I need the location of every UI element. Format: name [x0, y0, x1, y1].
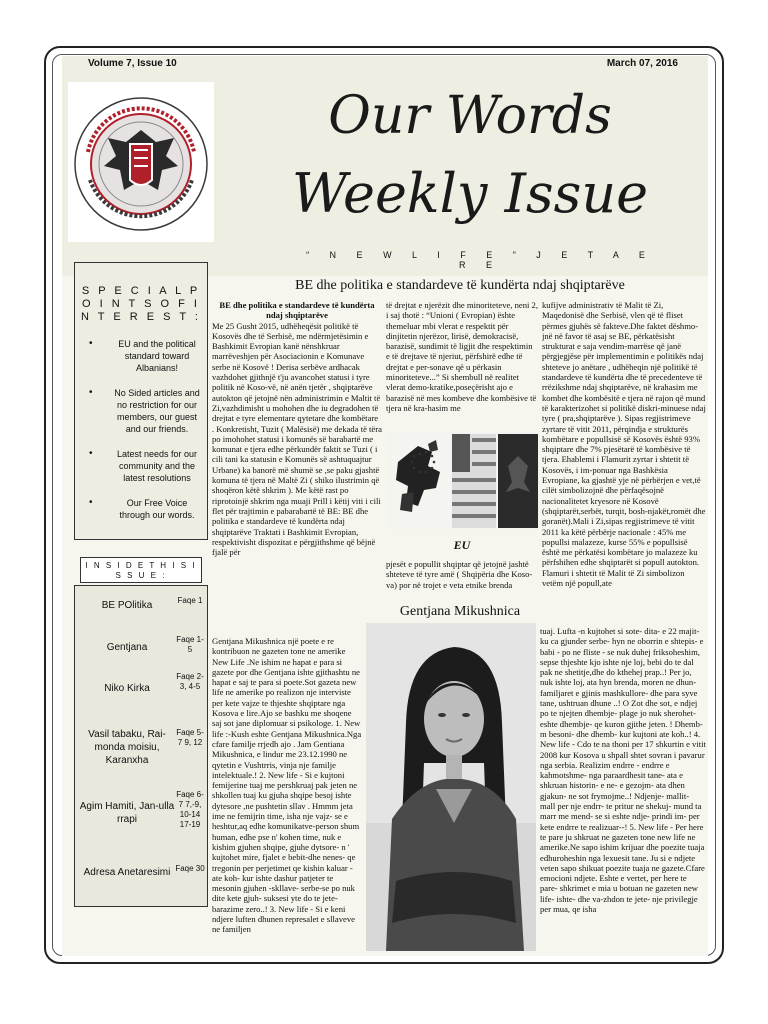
masthead-title-line1: Our Words — [328, 86, 612, 146]
special-point-item: • No Sided articles and no restriction for our members, our guest and our friends. — [89, 387, 203, 435]
inside-row-page: Faqe 2-3, 4-5 — [176, 672, 204, 691]
inside-row-page: Faqe 1-5 — [176, 635, 204, 654]
masthead-title-line2: Weekly Issue — [291, 162, 649, 225]
special-point-item: • Our Free Voice through our words. — [89, 497, 203, 521]
eu-image-caption: EU — [453, 538, 471, 552]
special-points-title: S P E C I A L P O I N T S O F I N T E R E S T : — [81, 285, 201, 323]
inside-row-name: Agim Hamiti, Jan-ulla rrapi — [79, 801, 175, 825]
inside-row-name: Vasil tabaku, Rai-monda moisiu, Karanxha — [88, 729, 166, 766]
article1-column1 — [212, 300, 382, 596]
eu-flags-image — [388, 432, 540, 530]
inside-row-page: Faqe 30 — [175, 864, 205, 873]
article1-column2-text: të drejtat e njerëzit dhe minoriteteve, neni 2, i saj thotë : “Unioni ( Evropian) ështe themeluar mbi vlerat e respektit për dinjitetin njerëzor, lirisë, demokracisë, barazisë, sundimit të ligjit dhe respektimin e të drejtave të njeriut, përfshirë edhe të drejtat e per-sonave që u përkasin minoriteteve...” Si shembull në realitet vlerat demo-kratike,poseçërisht ajo e barazisë në mes kombeve dhe kombësive të tjera në kra-hasim me — [386, 300, 538, 413]
article1-column1-text: Me 25 Gusht 2015, udhëheqësit politikë të Kosovës dhe të Serbisë, me ndërmjetësimin e Bashkimit Evropian kanë nënshkruar marrëveshjen për Asociacionin e Komunave serbe në Kosovë ! Derisa serbëve ardhacak vazhdohet gjithnjë t'ju avancohet statusi i tyre politik në Koso-vë, në anën tjetër , shqiptarëve autokton që jetojnë nën administrimin e Maltit të Zi,vazhdimisht u mohohen dhe iu degradohen të drejtat e tyre elementare qytetare dhe kombëtare . Konkretisht, Tuzit ( Malësisë) me dekada të tëra po imohohet statusi i komunës së barabartë me komunat e tjera edhe përkundër faktit se Tuzi ( i cili tani ka statusin e Komunës së ashtuquajtur Urbane) ka banorë më shumë se ,se paku gjashtë komuna të tjera në Maltë Zi ( shiko ilustrimin që shoqëron këtë shkrim ). Me këtë rast po riprotoinjë shkrim nga muaji Prill i këtij viti i cili flet për trajtimin e pabarabartë të BE: BE dhe politika e standardeve të kundërta ndaj shqiptarëve Traktati i Bashkimit Evropian, respektivisht dispozitat e përgjithshme që bëjnë fjalë për — [212, 320, 382, 558]
inside-row-name: Gentjana — [106, 642, 148, 653]
volume-issue: Volume 7, Issue 10 — [88, 58, 177, 69]
special-point-item: • Latest needs for our community and the latest resolutions — [89, 448, 203, 484]
inside-row-page: Faqe 6-7 7,-9, 10-14 17-19 — [176, 790, 204, 829]
inside-issue-title: I N S I D E T H I S I S S U E : — [80, 557, 202, 583]
article2-column2-text: tuaj. Lufta -n kujtohet si sote- dita- e 22 majit- ku ca gjunder serbe- hyn ne oborrin e shtepis- e babi - po ne fliste - se nuk duhej friksoheshim, sepse thjeshte kjo ishte nje loj, bebi do te dal pak ne shetitje,dhe do kthehej prap..! Per jo, nuk ishte loj, ata hyn brenda, moren ne dhun-familjaret e gjinis mashkullore- dhe para syve tane, ushtruan dhune ..! O Zot dhe sot, e ndjej po te njejten dhembje- plage jo nuk sherohet-eshte dhembje- qe kuron gjithe jeten. ! Dhemb-m besoni- dhe dhemb- kur kujtoni ate koh..! 4. New life - Cdo te na thoni per 17 shkurtin e vitit 2008 kur Kosova u shpall shtet sovran i pavarur nga serbia. Realizim endrre - endrre e kahmotshme- nga paraardhesit tane- ata e shkruan historin- e ne- e gezojm- ata dhen gjakun- ne sot frymojme..! Ndjenje- mallit- mall per nje endrr- te pritur ne shekuj- mund ta marr me mend- se si eshte ndje- prindi im- per kete endrre te realizuar--! 5. New life - Per here te pare ju shkruat ne gazeten tone new life ne amerike.Ne sapo ishim krijuar dhe poezite tuaja edhuroheshin nga lexuesit tane. Ju si e ndjete veten sapo shikuat poezite tuaja ne gazete.Cfare emocioni ndjete. Eshte e vertet, per here te pare- shkrimet e mia u botuan ne gazeten new life- ishte- dhe va-zhdon te jete- nje privilegje per mua, qe isha — [540, 626, 706, 915]
inside-row-page: Faqe 1 — [177, 596, 203, 605]
double-headed-eagle-seal-icon — [68, 82, 214, 242]
article1-column2 — [386, 300, 538, 428]
special-points-box — [74, 262, 208, 540]
inside-row-name: Niko Kirka — [104, 683, 150, 694]
issue-date: March 07, 2016 — [606, 58, 678, 69]
article2-headline: Gentjana Mikushnica — [399, 604, 521, 619]
special-point-item: • EU and the political standard toward Albanians! — [89, 338, 203, 374]
inside-row-page: Faqe 5-7 9, 12 — [176, 728, 204, 747]
article1-column3 — [542, 300, 706, 596]
article1-lead-title: BE dhe politika e standardeve të kundërta ndaj shqiptarëve — [219, 300, 375, 321]
inside-issue-box — [74, 585, 208, 907]
article1-headline: BE dhe politika e standardeve të kundërta ndaj shqiptarëve — [295, 278, 625, 293]
special-points-list — [75, 338, 207, 521]
inside-row-name: BE POlitika — [101, 600, 153, 611]
inside-row-name: Adresa Anetaresimi — [83, 867, 171, 878]
article2-column1-text: Gentjana Mikushnica një poete e re kontribuon ne gazeten tone ne amerike New Life .Ne ishim ne hapat e para si gazete por dhe Gentjana ishte gjithashtu ne hapat e saj te para si poete.Sot gazeta new life ne amerike po realizon nje interviste per kete vajze te thjeshte shqiptare nga Kosova e lire.Ajo se bashku me shoqene saj sot jane diplomuar si psikologe. 1. New life :-Kush eshte Gentjana Mikushnica.Nga cfare familje rrjedh ajo . Jam Gentiana Mikushnica, e lindur me 23.12.1990 ne qytetin e Vushtrris, vinja nje familje intelektuale.! 2. New life - Si e kujtoni femijerine tuaj me pershkruaj pak jeten ne shkollen tuaj ku gjuha shqipe besoj ishte dytesore ,ne pushtetin sllav . Hmmm jeta ime ne femijrin time, isha nje vajz- se e heshtur,aq edhe komunikatve-person shum human, edhe pse n' kohen time, nuk e kishim gjuhen shqipe, gjuhe dytsore- n ' kujtohet mire, fjalet e bebit-dhe nenes- qe tregonin per perjetimet qe kishin kaluar - ate koh- kur ishte dashur patjeter te mesonin gjuhen -skllave- serbe-se po nuk dite kete gjuh- suksesi yte do te jete- barazime zero..! 3. New life - Si e keni ndjere luften dhunen represalet e sllaveve ne familjen — [212, 636, 362, 935]
masthead-tagline: “ N E W L I F E ” J E T A E R E — [306, 250, 654, 270]
article1-column2b-text: pjesët e popullit shqiptar që jetojnë jashtë shteteve të tyre amë ( Shqipëria dhe Koso-va) por në trojet e veta etnike brenda — [386, 559, 533, 590]
article2-column2 — [540, 626, 706, 946]
article1-column2-continued — [386, 559, 538, 595]
portrait-photo — [366, 623, 536, 951]
article1-column3-text: kufijve administrativ të Malit të Zi, Maqedonisë dhe Serbisë, vlen që të fliset përmes gjuhës së fakteve.Dhe faktet dëshmo-jnë në favor të asaj se BE, përkatësisht strukturat e saja vendim-marrëse që janë përgjegjëse për implementimin e politikës ndaj shteteve jo anëtare , udhëheqin një politikë të standardeve të kundërta dhe të precedenteve të rrëzikshme ndaj shqiptarëve, në krahasim me kombet dhe kombësitë e tjera në rajon që mund të karakterizohet si politikë diskri-minuese ndaj tyre ( pra,shqiptarëve ). Sipas regjistrimeve zyrtare të vitit 2011, përqindja e strukturës kombëtare e popullsisë së Kosovës është 93% shqiptare dhe 7% pjesëtarë të kombësive të tjera. Ehablemi i Flamurit zyrtar i shtetit të Kosovës, i im-ponuar nga Bashkësia Evropiane, ka gjashtë yje në përbërjen e vet,të cilët simbolizojnë dhe përfaqësojnë nacionalitetet kryesore në Kosovë (shqiptarët,serbët, turqit, bosh-njakët,romët dhe goranët).Mali i Zi,sipas regjistrimeve të vitit 2011 ka këtë përbërje nacionale : 45% me popullsi malazeze, kurse 55% e popullsisë është me përkatësi kombëtare jo malazeze ku përfshihen edhe shqiptarët si popull autokton. Flamuri i shtetit të Malit të Zi simbolizon vetëm një popull,ate — [542, 300, 706, 589]
article2-column1 — [212, 636, 362, 946]
